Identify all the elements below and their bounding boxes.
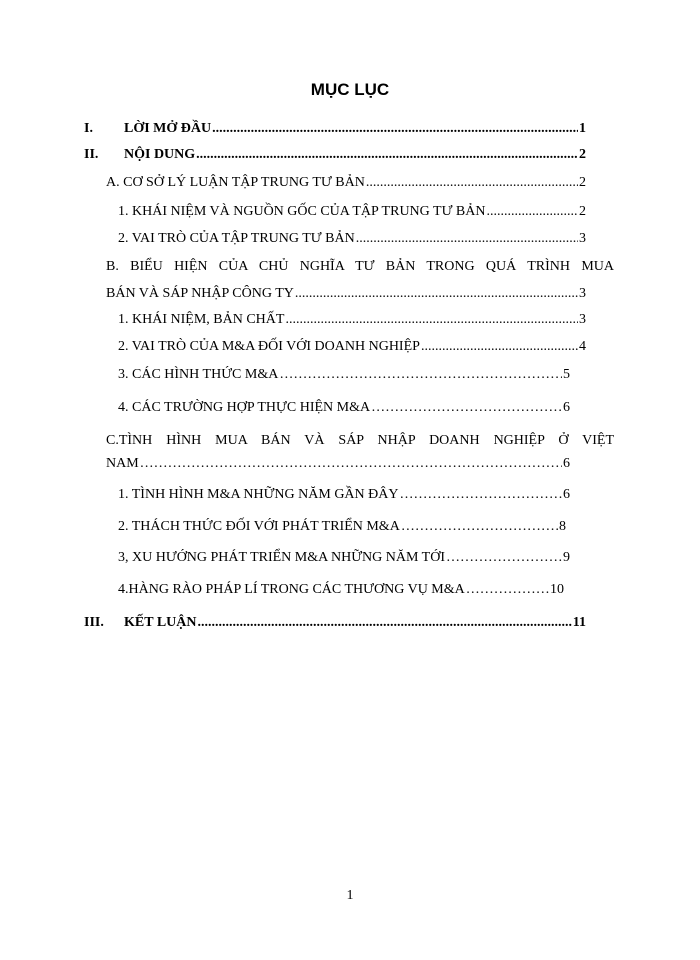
toc-leader-dots	[279, 366, 562, 384]
toc-entry-c3[interactable]	[118, 549, 570, 567]
toc-text: 1. KHÁI NIỆM, BẢN CHẤT	[118, 312, 285, 327]
toc-page-number: 3	[579, 286, 586, 301]
toc-leader-dots	[366, 174, 578, 192]
toc-page-number: 10	[550, 582, 564, 597]
toc-leader-dots	[446, 549, 562, 567]
toc-entry-a1[interactable]	[118, 203, 586, 221]
toc-page-number: 6	[563, 487, 570, 502]
toc-page-number: 4	[579, 339, 586, 354]
toc-text: 2. VAI TRÒ CỦA M&A ĐỐI VỚI DOANH NGHIỆP	[118, 339, 420, 354]
toc-entry-intro[interactable]	[84, 120, 586, 138]
toc-page-number: 2	[579, 147, 586, 162]
toc-leader-dots	[196, 146, 578, 164]
toc-entry-b4[interactable]	[118, 399, 570, 417]
toc-entry-section-b[interactable]	[106, 258, 614, 276]
toc-leader-dots	[140, 455, 562, 473]
toc-text: NỘI DUNG	[124, 147, 196, 162]
toc-page-number: 2	[579, 175, 586, 190]
toc-text: 2. THÁCH THỨC ĐỐI VỚI PHÁT TRIỂN M&A	[118, 519, 400, 534]
toc-leader-dots	[466, 581, 549, 599]
toc-number: II.	[84, 147, 99, 162]
toc-leader-dots	[400, 486, 563, 504]
toc-leader-dots	[401, 518, 558, 536]
toc-text: 3. CÁC HÌNH THỨC M&A	[118, 367, 279, 382]
toc-text: KẾT LUẬN	[124, 615, 197, 630]
toc-text: 3, XU HƯỚNG PHÁT TRIỂN M&A NHỮNG NĂM TỚI	[118, 550, 446, 565]
toc-text: 4. CÁC TRƯỜNG HỢP THỰC HIỆN M&A	[118, 400, 371, 415]
toc-number: I.	[84, 121, 93, 136]
toc-leader-dots	[356, 230, 578, 248]
toc-entry-section-c-line2[interactable]	[106, 455, 570, 473]
toc-entry-section-b-line2[interactable]	[106, 285, 586, 303]
toc-leader-dots	[295, 285, 578, 303]
toc-page-number: 2	[579, 204, 586, 219]
toc-text: NAM	[106, 456, 139, 471]
toc-number: III.	[84, 615, 104, 630]
toc-entry-c2[interactable]	[118, 518, 566, 536]
toc-entry-b2[interactable]	[118, 338, 586, 356]
toc-text: LỜI MỞ ĐẦU	[124, 121, 212, 136]
toc-leader-dots	[487, 203, 579, 221]
page-title: MỤC LỤC	[310, 80, 390, 99]
toc-page-number: 1	[579, 121, 586, 136]
toc-entry-section-a[interactable]	[106, 174, 586, 192]
toc-page-number: 3	[579, 231, 586, 246]
toc-leader-dots	[212, 120, 578, 138]
toc-text: 1. TÌNH HÌNH M&A NHỮNG NĂM GẦN ĐÂY	[118, 487, 399, 502]
toc-leader-dots	[421, 338, 578, 356]
toc-leader-dots	[285, 311, 578, 329]
toc-leader-dots	[371, 399, 562, 417]
toc-text-line1: C.TÌNH HÌNH MUA BÁN VÀ SÁP NHẬP DOANH NGHIỆP Ở VIỆT	[106, 433, 614, 448]
toc-entry-a2[interactable]	[118, 230, 586, 248]
toc-entry-c1[interactable]	[118, 486, 570, 504]
toc-text-line1: B. BIỂU HIỆN CỦA CHỦ NGHĨA TƯ BẢN TRONG QUÁ TRÌNH MUA	[106, 259, 614, 274]
toc-text: A. CƠ SỞ LÝ LUẬN TẬP TRUNG TƯ BẢN	[106, 175, 365, 190]
toc-leader-dots	[197, 614, 571, 632]
toc-entry-conclusion[interactable]	[84, 614, 586, 632]
toc-page-number: 5	[563, 367, 570, 382]
toc-page-number: 3	[579, 312, 586, 327]
toc-text: 2. VAI TRÒ CỦA TẬP TRUNG TƯ BẢN	[118, 231, 355, 246]
toc-text: 1. KHÁI NIỆM VÀ NGUỒN GỐC CỦA TẬP TRUNG TƯ BẢN	[118, 204, 486, 219]
toc-page-number: 6	[563, 400, 570, 415]
toc-entry-content[interactable]	[84, 146, 586, 164]
toc-entry-section-c[interactable]	[106, 432, 614, 450]
toc-entry-c4[interactable]	[118, 581, 564, 599]
toc-page-number: 9	[563, 550, 570, 565]
page-number-footer: 1	[346, 888, 354, 903]
toc-text: BÁN VÀ SÁP NHẬP CÔNG TY	[106, 286, 294, 301]
toc-page-number: 6	[563, 456, 570, 471]
toc-page-number: 11	[572, 615, 586, 630]
toc-page-number: 8	[559, 519, 566, 534]
toc-text: 4.HÀNG RÀO PHÁP LÍ TRONG CÁC THƯƠNG VỤ M&A	[118, 582, 465, 597]
toc-entry-b1[interactable]	[118, 311, 586, 329]
toc-entry-b3[interactable]	[118, 366, 570, 384]
